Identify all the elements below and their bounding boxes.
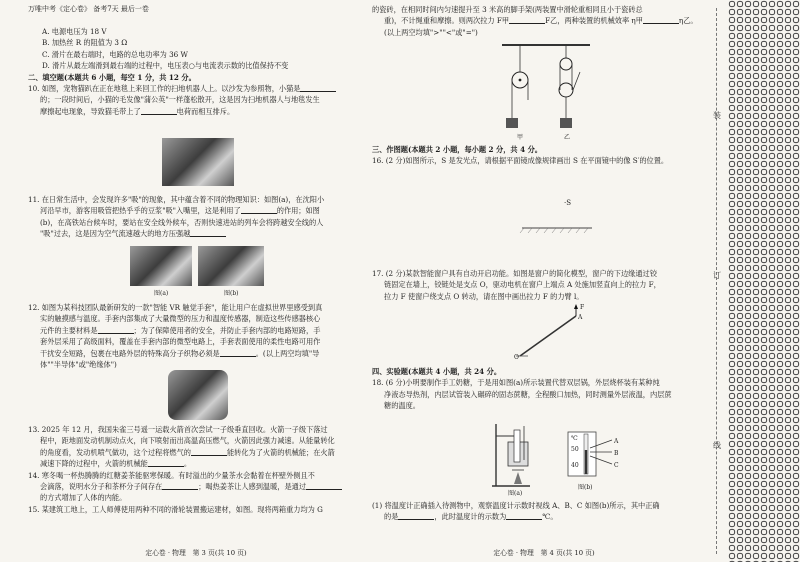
caption-fig-b: 图(b): [224, 290, 239, 297]
q17-line-3: 拉力 F 使窗户绕支点 O 转动，请在图中画出拉力 F 的力臂 l。: [384, 291, 584, 301]
sight-a: A: [614, 438, 619, 445]
left-column: [28, 0, 364, 562]
q11-line-2: 河沿早市，游客用吸管把热乎乎的豆浆"吸"入嘴里，这是利用了 的作用；如图: [40, 206, 320, 216]
q15-line-2: 的瓷砖，在相同时间内匀速提升至 3 米高的脚手架(两装置中滑轮重相同且小于瓷砖总: [372, 5, 643, 14]
q12-line-3: 元件的主要材料是 ；为了保障使用者的安全，并防止手套内部的电路短路，手: [40, 325, 321, 335]
binding-line: [716, 8, 717, 554]
decorative-border-pattern: [728, 0, 800, 562]
footer-page-4: 定心卷 · 物理 第 4 页(共 10 页): [493, 549, 595, 557]
section-4-title: 四、实验题(本题共 4 小题，共 24 分。: [372, 367, 502, 376]
sight-b: B: [614, 450, 619, 457]
q11-line-4: "吸"过去，这是因为空气流速越大的地方压强越: [28, 228, 364, 239]
q10-line-1: 10. 如图，宠物猫趴在正在地毯上来回工作的扫地机器人上。以沙发为参照物，小猫是: [28, 83, 364, 94]
right-column: [372, 0, 716, 562]
q15-line-1: 15. 某建筑工地上，工人师傅使用两种不同的滑轮装置搬运建材，如图。现将两箱重力均为 G: [28, 504, 323, 514]
footer-page-3: 定心卷 · 物理 第 3 页(共 10 页): [145, 549, 247, 557]
q14-line-1: 14. 寒冬喝一杯热腾腾的红糖姜茶能驱寒保暖。有时溢出的少量茶水会黏着在杯壁外侧且不: [28, 470, 315, 480]
option-a: A. 电源电压为 18 V: [42, 27, 107, 36]
q13-line-1: 13. 2025 年 12 月，我国朱雀三号遥一运载火箭首次尝试一子级垂直回收。火箭一子级下落过: [28, 425, 328, 434]
binding-label-ding: 订: [713, 271, 721, 280]
q18-line-2: 净液态导热剂，内层试管装入碾碎的固态蔗糖，全程酸口加热，同时测量外层液温，内层蔗: [384, 389, 672, 399]
label-o: O: [514, 354, 519, 361]
option-b: B. 加热丝 R 的阻值为 3 Ω: [42, 38, 128, 48]
q12-line-4: 套外层采用了高级面料，覆盖在手套内部的微型电路上，手套表面使用的柔性电路可用作: [40, 337, 321, 347]
option-d: D. 滑片从最左端滑到最右端的过程中，电压表○与电流表示数的比值保持不变: [42, 61, 289, 71]
pulley-diagram: [500, 42, 596, 142]
q12-line-1: 12. 如图为某科技团队最新研发的一款"智能 VR 触觉手套"，能让用户在虚拟世界里感受到真: [28, 303, 323, 312]
thermo-unit: ℃: [571, 435, 578, 442]
q12-line-6: 体""半导体"或"绝缘体"): [40, 360, 117, 370]
q18-sub-1: (1) 将温度计正确插入待测物中，观察温度计示数时视线 A、B、C 如图(b)所示，其中正确: [372, 501, 660, 510]
option-c: C. 滑片在最右端时，电路的总电功率为 36 W: [42, 49, 188, 59]
q12-line-2: 实的触摸感与温度。手套内部集成了大量微型的压力和温度传感器，制造这些传感器核心: [40, 314, 321, 324]
caption-18b: 图(b): [578, 484, 593, 491]
thermo-40: 40: [571, 462, 579, 469]
q10-line-2: 的；一段时间后，小猫的毛发像"蒲公英"一样蓬松散开，这是因为扫地机器人与地毯发生: [40, 95, 320, 105]
section-3-title: 三、作图题(本题共 2 小题，每小题 2 分，共 4 分。: [372, 145, 542, 154]
q15-line-3: 重)，不计绳重和摩擦。则两次拉力 F甲 F乙，两种装置的机械效率 η甲 η乙。: [384, 16, 698, 26]
binding-label-zhuang: 装: [713, 111, 721, 120]
train-photo: [198, 246, 264, 286]
mirror-diagram: [492, 190, 612, 240]
point-s-label: ·S: [564, 199, 572, 207]
q18-line-3: 糖的温度。: [384, 401, 420, 411]
robot-cat-photo: [162, 138, 234, 186]
q15-line-4: (以上两空均填">""<"或"="): [384, 27, 478, 37]
q13-line-4: 减速下降的过程中，火箭的机械能 。: [40, 459, 192, 469]
caption-fig-a: 图(a): [154, 290, 169, 297]
q17-line-1: 17. (2 分)某款智能窗户具有自动开启功能。如图是窗户的简化模型，窗户的下边缘通过铰: [372, 269, 657, 278]
sight-c: C: [614, 462, 619, 469]
q11-line-1: 11. 在日常生活中，会发现许多"吸"的现象，其中蕴含着不同的物理知识：如图(a)，在沈阳小: [28, 195, 325, 204]
caption-jia: 甲: [517, 134, 524, 141]
q13-line-3: 的角度看，发动机喷气做功，这个过程将燃气的 能转化为了火箭的机械能；在火箭: [40, 447, 335, 457]
vr-glove-photo: [168, 370, 228, 420]
label-a: A: [578, 314, 583, 321]
soy-milk-photo: [130, 246, 192, 286]
binding-label-xian: 线: [713, 441, 721, 450]
label-f: F: [580, 304, 585, 311]
q14-line-2: 会滴落，说明水分子和茶杯分子间存在 ；喝热姜茶让人感到温暖，是通过: [28, 481, 364, 492]
q16-text: 16. (2 分)如图所示，S 是发光点，请根据平面镜成像规律画出 S 在平面镜中的像 S′的位置。: [372, 156, 669, 166]
page-header: 万唯中考《定心卷》 备考7天 最后一卷: [28, 5, 149, 13]
q14-line-3: 的方式增加了人体的内能。: [40, 493, 127, 503]
caption-yi: 乙: [564, 134, 571, 141]
heating-apparatus-diagram: [490, 420, 550, 492]
thermo-50: 50: [571, 446, 579, 453]
q17-line-2: 链固定在墙上，铰链处是支点 O，驱动电机在窗户上端点 A 处施加竖直向上的拉力 F，: [384, 280, 661, 290]
q18-line-1: 18. (6 分)小明要制作手工奶糖，于是用如图(a)所示装置代替双层锅，外层烧杯装有某种纯: [372, 378, 660, 388]
q18-sub-2: 的是 ，此时温度计的示数为 ℃。: [384, 512, 558, 522]
q12-line-5: 干扰安全短路，包裹在电路外层的特殊高分子织物必须是 。(以上两空均填"导: [40, 348, 320, 358]
section-2-title: 二、填空题(本题共 6 小题，每空 1 分，共 12 分。: [28, 72, 196, 82]
caption-18a: 图(a): [508, 490, 523, 497]
q10-line-3: 摩擦起电现象，导致猫毛带上了 电荷而相互排斥。: [40, 106, 235, 116]
q11-line-3: (b)，在高铁站台候车时，要站在安全线外候车，否则快速进站的列车会将跨越安全线的人: [40, 217, 324, 227]
q13-line-2: 程中，距地面发动机制动点火，向下喷射而出高温高压燃气，火箭因此强力减速。从能量转化: [40, 436, 335, 446]
